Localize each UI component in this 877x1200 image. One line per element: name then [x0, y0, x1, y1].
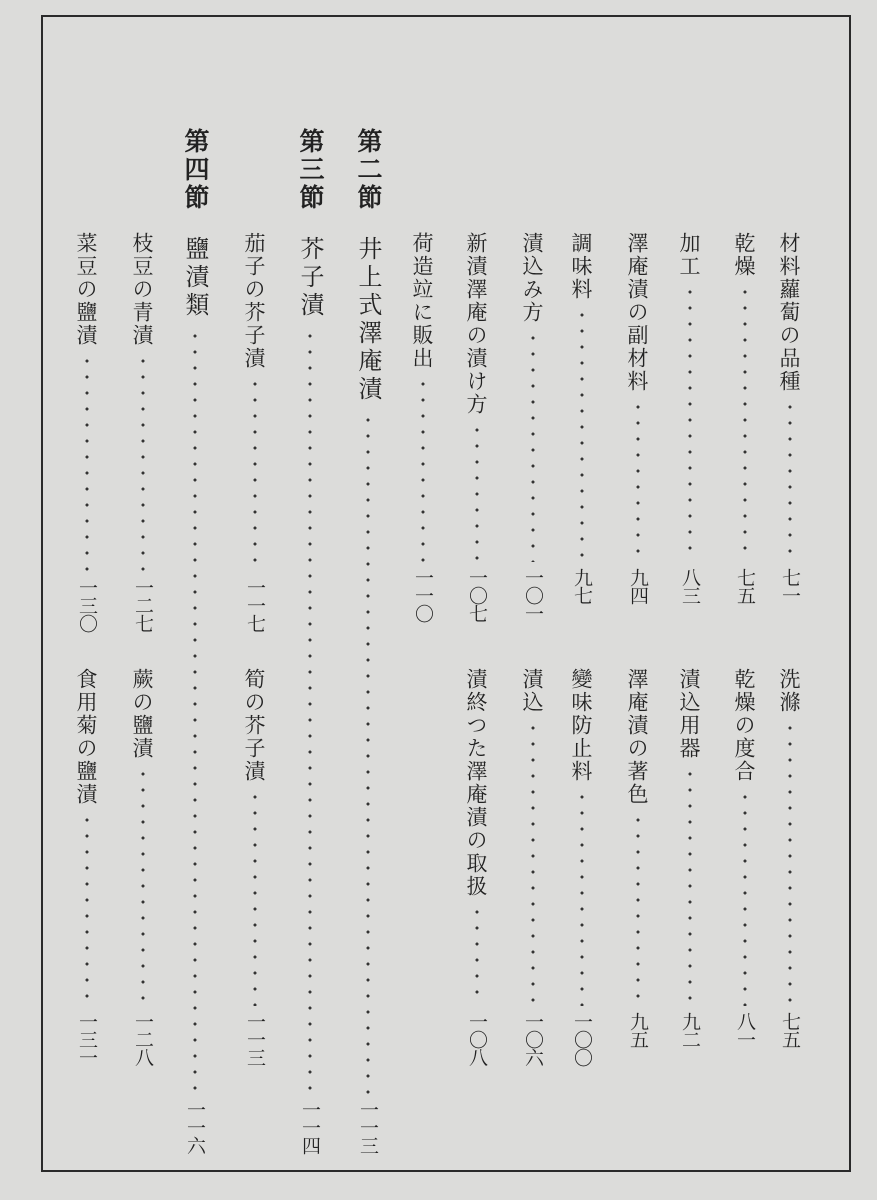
toc-entry: 乾燥	[732, 232, 756, 278]
leader-dots	[636, 399, 640, 562]
section-title: 鹽漬類	[181, 236, 209, 320]
page-number: 一〇七	[466, 568, 488, 622]
page-number: 八一	[734, 1012, 756, 1048]
toc-entry: 澤庵漬の著色	[625, 668, 649, 806]
toc-entry: 材料蘿蔔の品種	[777, 232, 801, 393]
page-number: 一二八	[132, 1012, 154, 1066]
page-number: 七五	[779, 1012, 801, 1048]
page-number: 一一四	[299, 1100, 321, 1154]
leader-dots	[475, 422, 479, 562]
leader-dots	[475, 904, 479, 1006]
page-number: 九五	[627, 1012, 649, 1048]
toc-entry: 洗滌	[777, 668, 801, 714]
page-number: 九四	[627, 568, 649, 604]
page-number: 一二七	[132, 578, 154, 632]
page-number: 八三	[679, 568, 701, 604]
leader-dots	[85, 353, 89, 572]
leader-dots	[688, 284, 692, 562]
leader-dots	[688, 766, 692, 1006]
toc-entry: 荷造竝に販出	[410, 232, 434, 370]
page-number: 九七	[571, 568, 593, 604]
page-number: 一〇〇	[571, 1012, 593, 1066]
page-number: 一〇六	[522, 1012, 544, 1066]
leader-dots	[141, 766, 145, 1006]
toc-entry: 澤庵漬の副材料	[625, 232, 649, 393]
toc-entry: 漬込	[520, 668, 544, 714]
page-number: 一一三	[244, 1012, 266, 1066]
page-number: 一三〇	[76, 578, 98, 632]
toc-entry: 漬込用器	[677, 668, 701, 760]
leader-dots	[636, 812, 640, 1006]
leader-dots	[85, 812, 89, 1006]
leader-dots	[141, 353, 145, 572]
leader-dots	[788, 720, 792, 1006]
toc-entry: 筍の芥子漬	[242, 668, 266, 783]
leader-dots	[421, 376, 425, 562]
leader-dots	[531, 330, 535, 562]
toc-entry: 茄子の芥子漬	[242, 232, 266, 370]
page-number: 一三一	[76, 1012, 98, 1066]
section-title: 芥子漬	[296, 236, 324, 320]
leader-dots	[193, 328, 197, 1094]
section-label: 第四節	[181, 128, 210, 212]
page-number: 一一三	[357, 1100, 379, 1154]
page-number: 七一	[779, 568, 801, 604]
leader-dots	[743, 789, 747, 1006]
page-border	[41, 15, 851, 1172]
toc-entry: 乾燥の度合	[732, 668, 756, 783]
toc-entry: 漬終つた澤庵漬の取扱	[464, 668, 488, 898]
toc-entry: 變味防止料	[569, 668, 593, 783]
section-label: 第三節	[296, 128, 325, 212]
toc-entry: 菜豆の鹽漬	[74, 232, 98, 347]
page-number: 一一七	[244, 578, 266, 632]
page-number: 一一六	[184, 1100, 206, 1154]
page-number: 七五	[734, 568, 756, 604]
page-number: 一〇八	[466, 1012, 488, 1066]
page-number: 一〇一	[522, 568, 544, 622]
section-label: 第二節	[354, 128, 383, 212]
section-title: 井上式澤庵漬	[354, 236, 382, 404]
leader-dots	[788, 399, 792, 562]
toc-entry: 食用菊の鹽漬	[74, 668, 98, 806]
leader-dots	[308, 328, 312, 1094]
toc-entry: 蕨の鹽漬	[130, 668, 154, 760]
leader-dots	[580, 789, 584, 1006]
page-number: 九二	[679, 1012, 701, 1048]
leader-dots	[531, 720, 535, 1006]
toc-entry: 枝豆の青漬	[130, 232, 154, 347]
toc-entry: 調味料	[569, 232, 593, 301]
toc-entry: 漬込み方	[520, 232, 544, 324]
toc-entry: 加工	[677, 232, 701, 278]
toc-entry: 新漬澤庵の漬け方	[464, 232, 488, 416]
leader-dots	[253, 789, 257, 1006]
leader-dots	[253, 376, 257, 572]
leader-dots	[743, 284, 747, 562]
page-number: 一一〇	[412, 568, 434, 622]
leader-dots	[580, 307, 584, 562]
leader-dots	[366, 412, 370, 1094]
